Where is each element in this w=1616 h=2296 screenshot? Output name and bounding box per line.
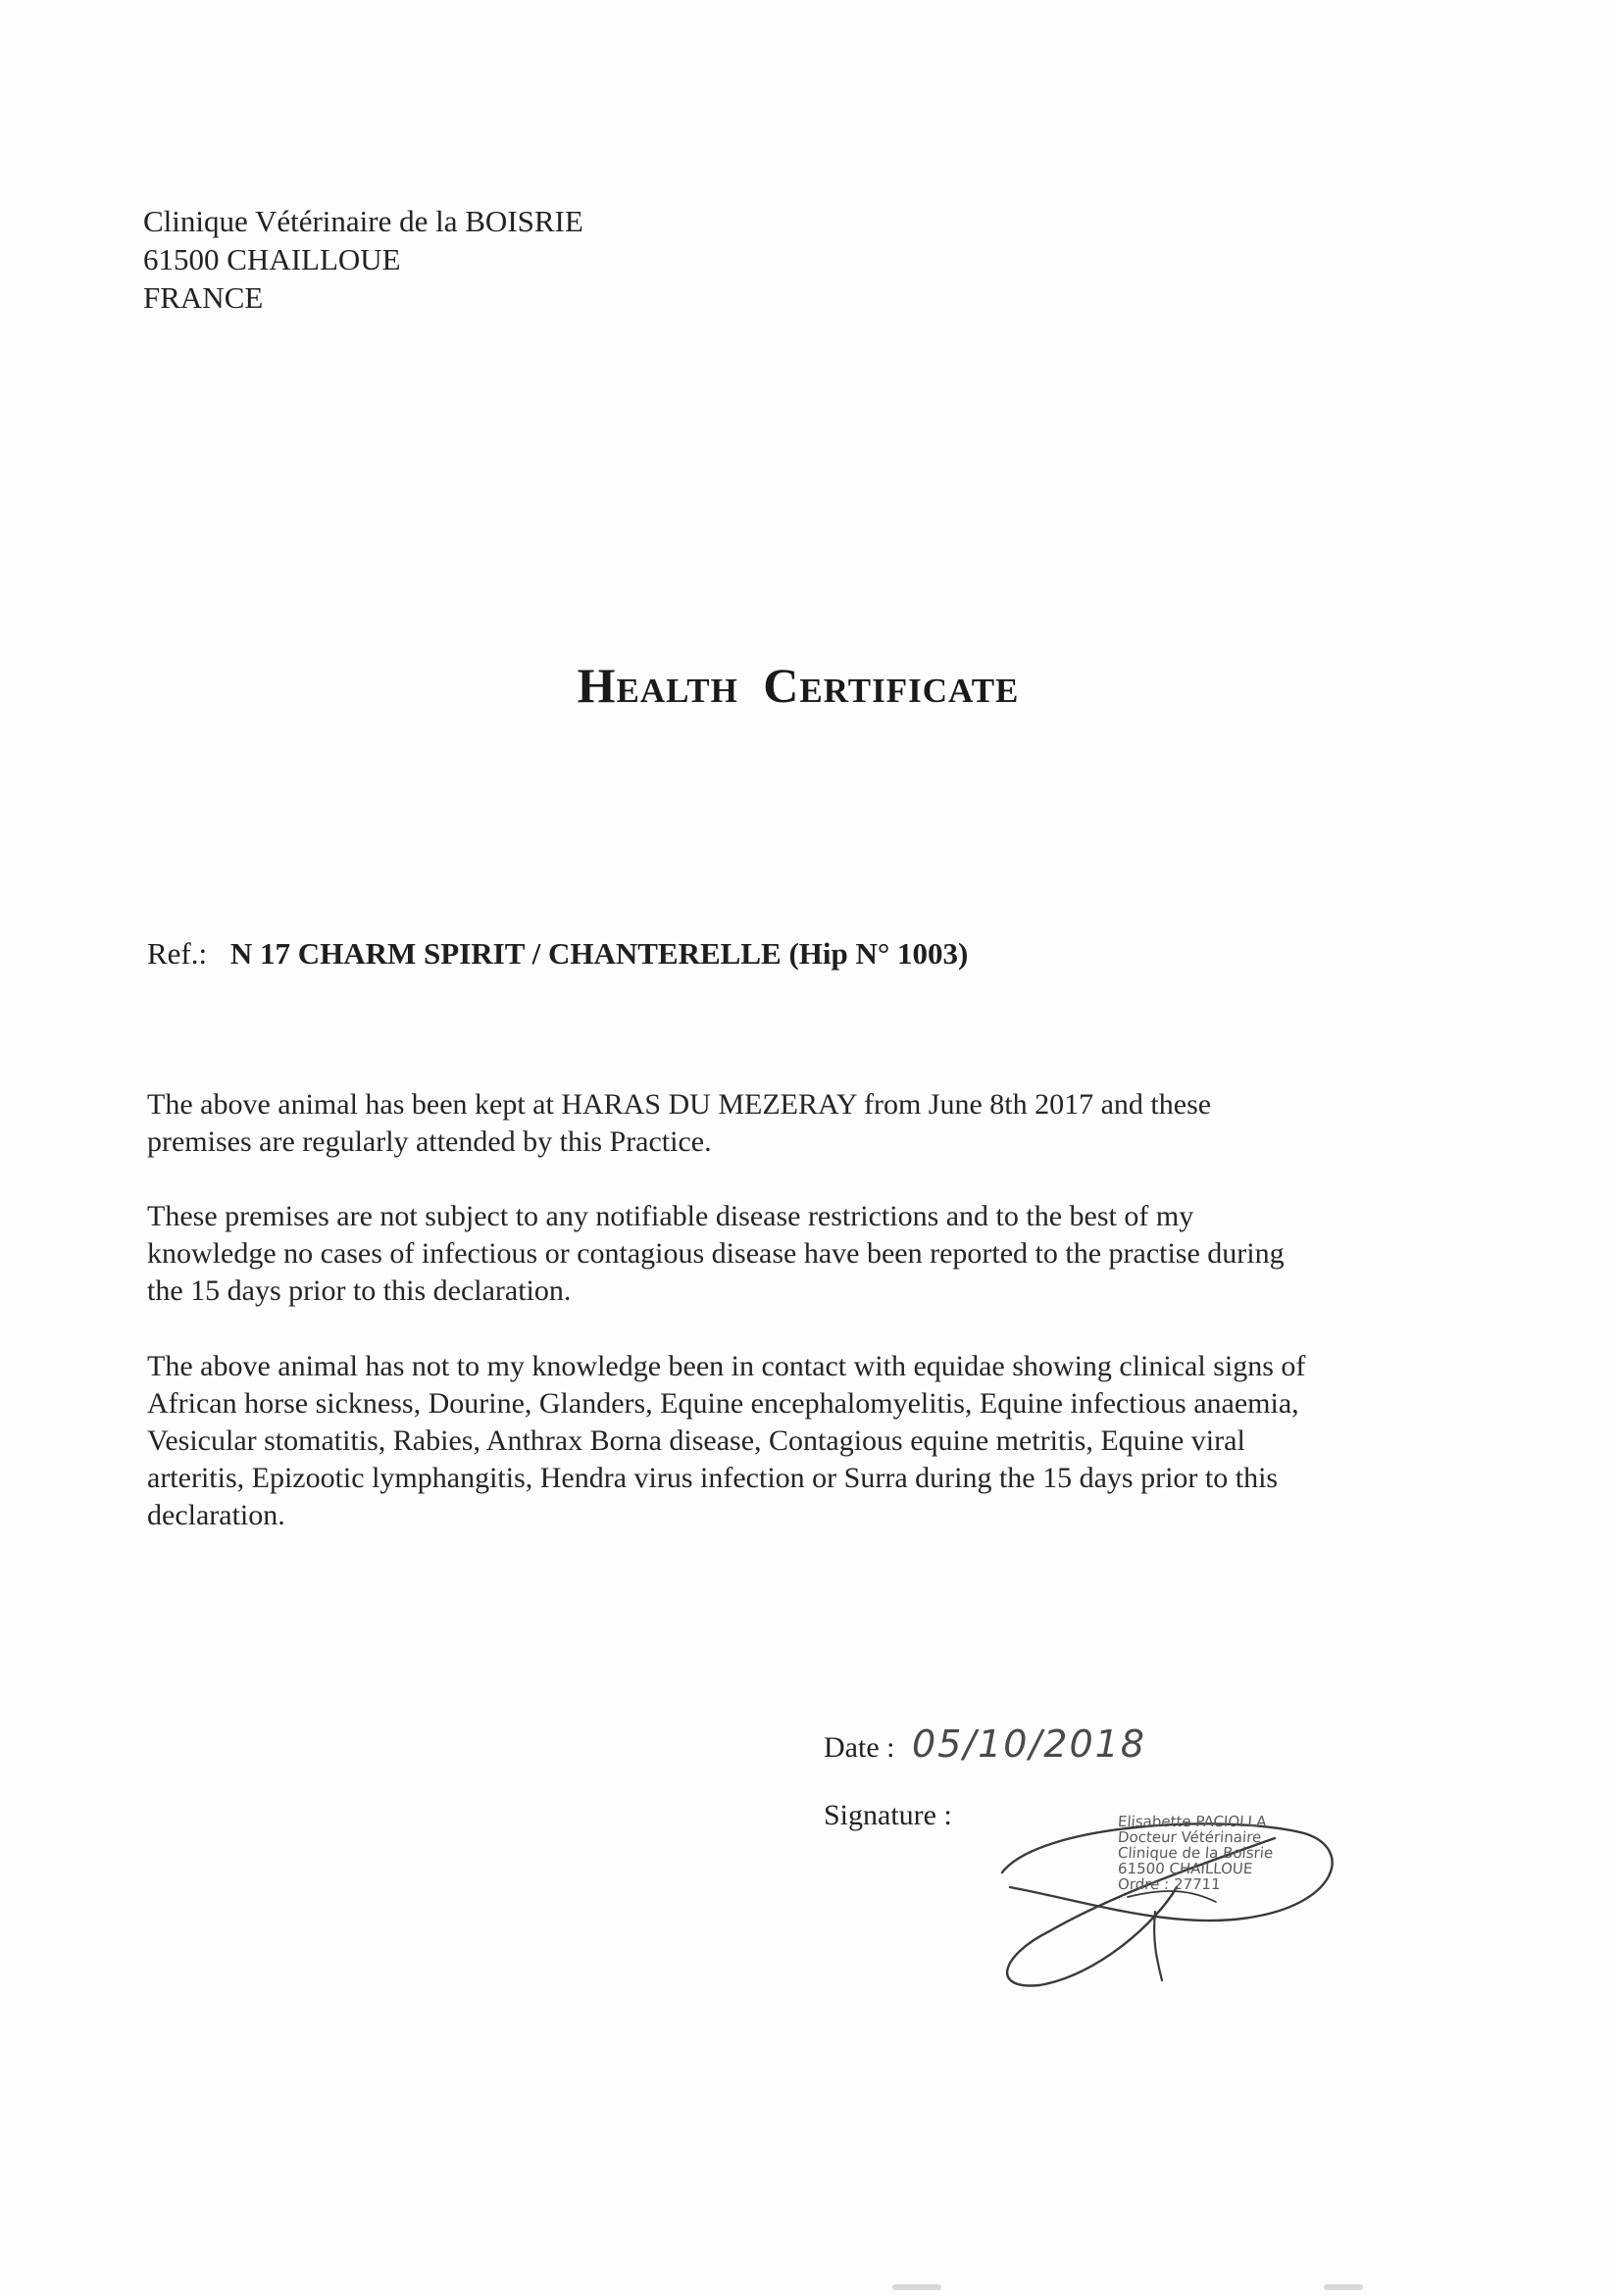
paragraph-line: Vesicular stomatitis, Rabies, Anthrax Borna disease, Contagious equine metritis, Equine viral [147,1424,1245,1457]
clinic-address [143,202,583,317]
address-line-country: FRANCE [143,280,264,315]
paragraph-contact [147,1348,1451,1534]
paragraph-premises [147,1086,1451,1161]
stamp-line: Elisabette PACIOLLA [1117,1813,1268,1830]
scan-artifact [892,2284,941,2290]
stamp-line: 61500 CHAILLOUE [1117,1860,1254,1877]
reference-line [147,936,968,972]
address-line-city: 61500 CHAILLOUE [143,242,401,276]
paragraph-line: arteritis, Epizootic lymphangitis, Hendra virus infection or Surra during the 15 days prior to this [147,1462,1279,1494]
document-title [0,657,1596,714]
reference-value: N 17 CHARM SPIRIT / CHANTERELLE (Hip N° 1003) [229,936,969,971]
paragraph-line: declaration. [147,1499,285,1531]
handwritten-date: 05/10/2018 [911,1722,1146,1766]
paragraph-line: knowledge no cases of infectious or contagious disease have been reported to the practise during [147,1237,1285,1270]
paragraph-line: These premises are not subject to any notifiable disease restrictions and to the best of my [147,1200,1194,1232]
signature-row [824,1799,952,1832]
paragraph-line: The above animal has been kept at HARAS DU MEZERAY from June 8th 2017 and these [147,1088,1212,1121]
paragraph-line: premises are regularly attended by this Practice. [147,1125,712,1158]
stamp-line: Docteur Vétérinaire [1117,1828,1262,1846]
date-label: Date : [824,1731,895,1764]
stamp-line: Ordre : 27711 [1117,1875,1222,1893]
date-row [824,1722,1146,1766]
address-line-clinic: Clinique Vétérinaire de la BOISRIE [143,204,583,238]
veterinary-stamp [1118,1814,1273,1892]
stamp-line: Clinique de la Boisrie [1117,1844,1274,1862]
signature-label: Signature : [824,1799,952,1831]
title-word-health: Health [577,658,738,713]
paragraph-line: The above animal has not to my knowledge been in contact with equidae showing clinical signs of [147,1350,1306,1382]
paragraph-line: the 15 days prior to this declaration. [147,1274,572,1307]
paragraph-restrictions [147,1198,1451,1310]
reference-label: Ref.: [147,936,208,971]
title-word-certificate: Certificate [763,658,1020,713]
scan-artifact [1324,2284,1363,2290]
paragraph-line: African horse sickness, Dourine, Glanders, Equine encephalomyelitis, Equine infectious anaemia, [147,1387,1299,1420]
